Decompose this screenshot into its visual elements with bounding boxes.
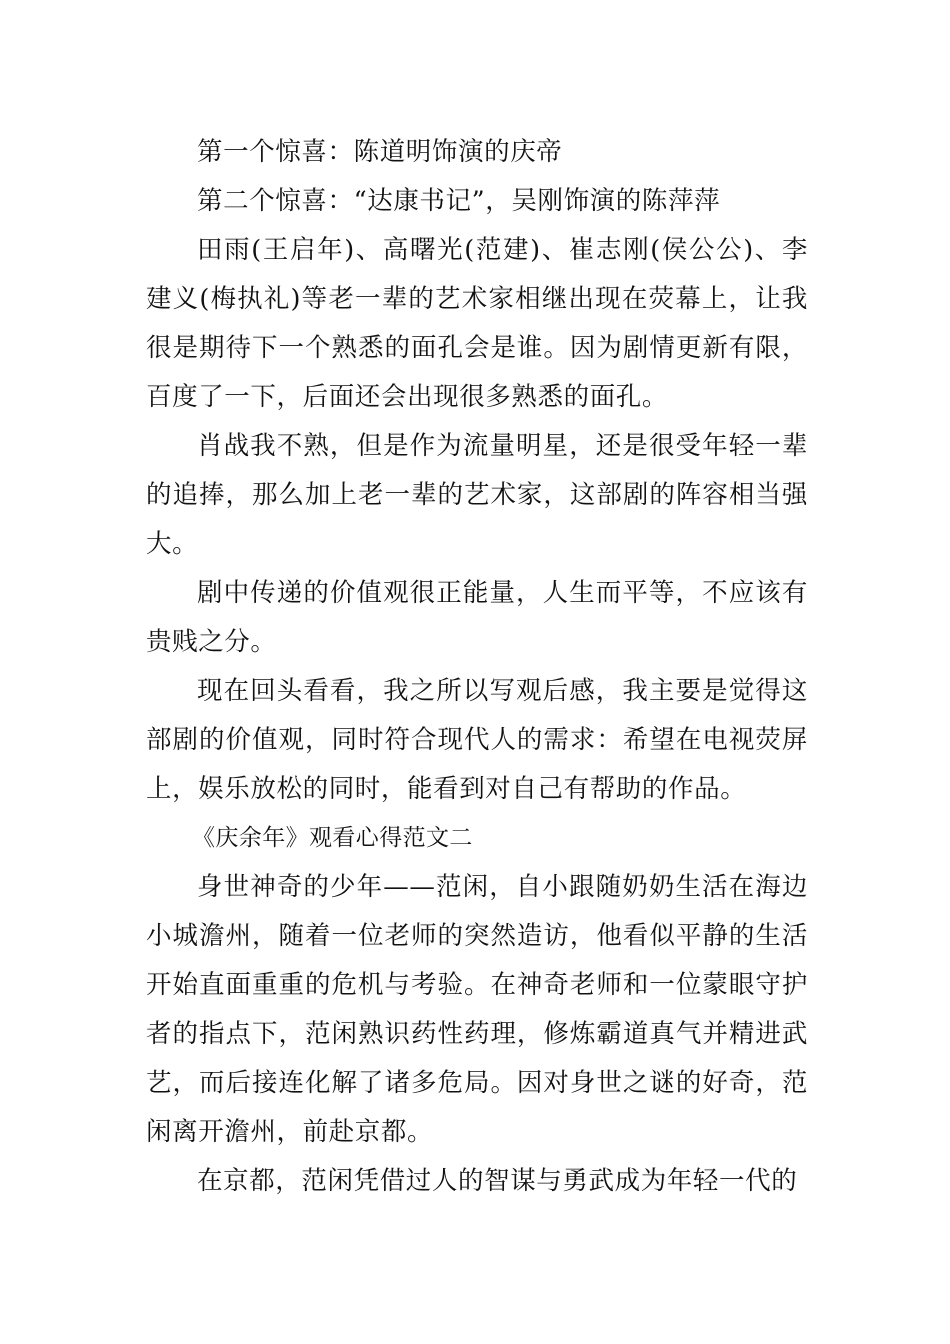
paragraph-plot-intro: 身世神奇的少年——范闲，自小跟随奶奶生活在海边小城澹州，随着一位老师的突然造访，他看似平静的生活开始直面重重的危机与考验。在神奇老师和一位蒙眼守护者的指点下，范闲熟识药性药理，修炼霸道真气并精进武艺，而后接连化解了诸多危局。因对身世之谜的好奇，范闲离开澹州，前赴京都。 xyxy=(146,872,808,1147)
document-body xyxy=(146,128,808,1206)
paragraph-veteran-actors: 田雨(王启年)、高曙光(范建)、崔志刚(侯公公)、李建义(梅执礼)等老一辈的艺术家相继出现在荧幕上，让我很是期待下一个熟悉的面孔会是谁。因为剧情更新有限，百度了一下，后面还会出现很多熟悉的面孔。 xyxy=(146,235,808,412)
section-heading: 《庆余年》观看心得范文二 xyxy=(192,825,473,851)
paragraph-values: 剧中传递的价值观很正能量，人生而平等，不应该有贵贱之分。 xyxy=(146,578,808,657)
paragraph-capital: 在京都，范闲凭借过人的智谋与勇武成为年轻一代的 xyxy=(197,1166,798,1196)
paragraph-surprise-one: 第一个惊喜：陈道明饰演的庆帝 xyxy=(197,137,563,167)
paragraph-surprise-two: 第二个惊喜：“达康书记”，吴刚饰演的陈萍萍 xyxy=(197,186,721,216)
paragraph-review-reason: 现在回头看看，我之所以写观后感，我主要是觉得这部剧的价值观，同时符合现代人的需求：希望在电视荧屏上，娱乐放松的同时，能看到对自己有帮助的作品。 xyxy=(146,676,808,804)
paragraph-xiao-zhan: 肖战我不熟，但是作为流量明星，还是很受年轻一辈的追捧，那么加上老一辈的艺术家，这部剧的阵容相当强大。 xyxy=(146,431,808,559)
